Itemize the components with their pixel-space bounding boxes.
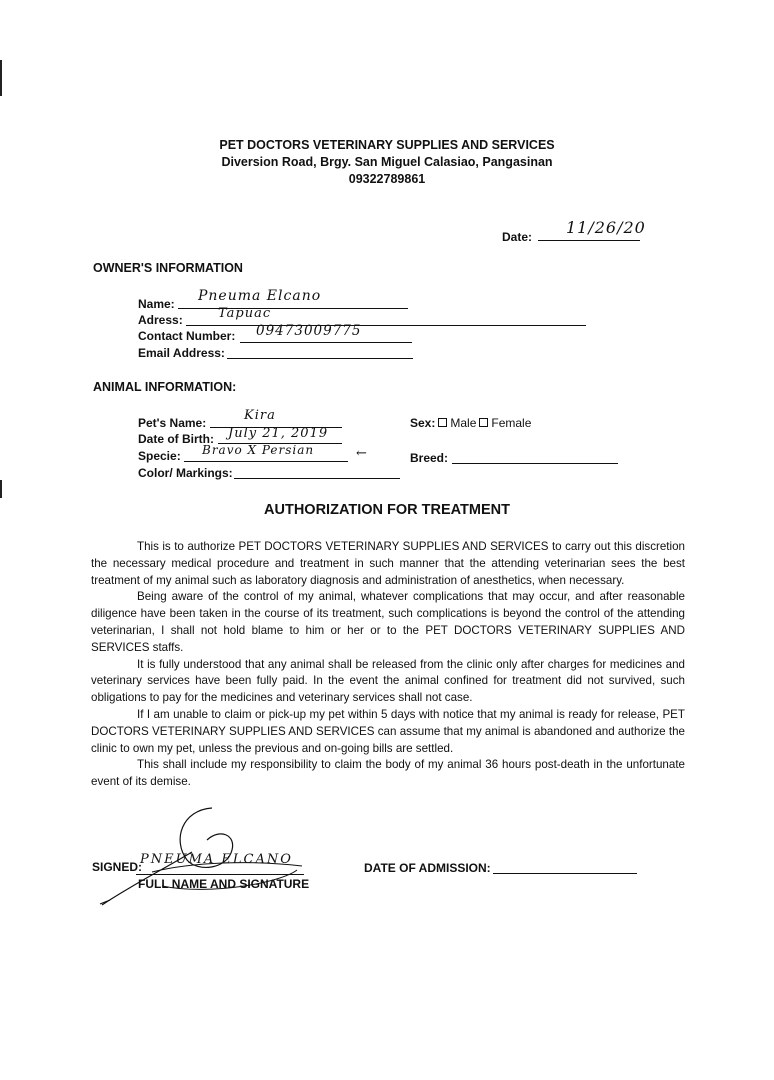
owner-contact-line (240, 342, 412, 343)
pet-color-label: Color/ Markings: (138, 466, 233, 480)
letterhead (0, 137, 774, 188)
admission-date-label: DATE OF ADMISSION: (364, 861, 491, 875)
sex-female-checkbox[interactable] (479, 418, 488, 427)
authorization-paragraph: Being aware of the control of my animal, whatever complications that may occur, and after reasonable diligence have been taken in the course of its treatment, such complications is beyond the control of the attending veterinarian, I shall not hold blame to him or her or to the PET DOCTORS VETERINARY SUPPLIES AND SERVICES staffs. (91, 590, 685, 654)
sex-male-label: Male (450, 416, 477, 430)
owner-contact-value[interactable]: 09473009775 (256, 323, 362, 339)
pet-specie-line (184, 461, 348, 462)
owner-section-title: OWNER'S INFORMATION (93, 261, 243, 275)
pet-sex-label: Sex: (410, 416, 436, 430)
owner-address-label: Adress: (138, 313, 183, 327)
owner-email-line (227, 358, 413, 359)
business-address: Diversion Road, Brgy. San Miguel Calasiao, Pangasinan (221, 155, 553, 169)
authorization-title: AUTHORIZATION FOR TREATMENT (264, 502, 510, 518)
sex-female-label: Female (491, 416, 532, 430)
owner-address-line (186, 325, 586, 326)
owner-email-label: Email Address: (138, 346, 225, 360)
business-name: PET DOCTORS VETERINARY SUPPLIES AND SERVICES (219, 138, 555, 152)
authorization-paragraph: It is fully understood that any animal shall be released from the clinic only after charges for medicines and veterinary services have been fully paid. In the event the animal confined for treatment did not survived, such obligations to pay for the medicines and veterinary services shall not case. (91, 657, 685, 705)
pet-dob-label: Date of Birth: (138, 432, 214, 446)
pet-breed-line (452, 463, 618, 464)
pet-color-line (234, 478, 400, 479)
animal-section-title: ANIMAL INFORMATION: (93, 380, 237, 394)
authorization-text (91, 539, 685, 791)
pet-name-label: Pet's Name: (138, 416, 207, 430)
pet-sex-field (410, 416, 531, 430)
authorization-paragraph: This is to authorize PET DOCTORS VETERINARY SUPPLIES AND SERVICES to carry out this discretion the necessary medical procedure and treatment in such manner that the attending veterinarian sees the best treatment of my animal such as laboratory diagnosis and administration of anesthetics, when necessary. (91, 540, 685, 587)
date-value[interactable]: 11/26/20 (566, 218, 646, 237)
date-label: Date: (502, 230, 533, 244)
authorization-paragraph: If I am unable to claim or pick-up my pet within 5 days with notice that my animal is ready for release, PET DOCTORS VETERINARY SUPPLIES AND SERVICES can assume that my animal is abandoned and authorize the clinic to own my pet, unless the previous and on-going bills are settled. (91, 707, 685, 755)
signed-line (136, 874, 304, 875)
owner-contact-label: Contact Number: (138, 329, 236, 343)
signed-value[interactable]: PNEUMA ELCANO (140, 852, 293, 867)
signature-caption: FULL NAME AND SIGNATURE (138, 877, 310, 891)
scan-edge-mark (0, 480, 2, 498)
pet-dob-value[interactable]: July 21, 2019 (228, 426, 329, 441)
pet-breed-label: Breed: (410, 451, 449, 465)
owner-name-line (178, 308, 408, 309)
signed-label: SIGNED: (92, 860, 143, 874)
admission-date-line (493, 873, 637, 874)
pet-name-value[interactable]: Kira (244, 408, 276, 423)
specie-arrow-mark: ← (356, 446, 368, 461)
business-phone: 09322789861 (348, 172, 426, 186)
scan-edge-mark (0, 60, 2, 96)
owner-name-value[interactable]: Pneuma Elcano (198, 288, 322, 304)
pet-specie-label: Specie: (138, 449, 181, 463)
owner-address-value[interactable]: Tapuac (218, 306, 272, 321)
owner-name-label: Name: (138, 297, 175, 311)
date-line (538, 240, 640, 241)
sex-male-checkbox[interactable] (438, 418, 447, 427)
authorization-paragraph: This shall include my responsibility to claim the body of my animal 36 hours post-death in the unfortunate event of its demise. (91, 758, 685, 789)
pet-specie-value[interactable]: Bravo X Persian (202, 443, 315, 457)
